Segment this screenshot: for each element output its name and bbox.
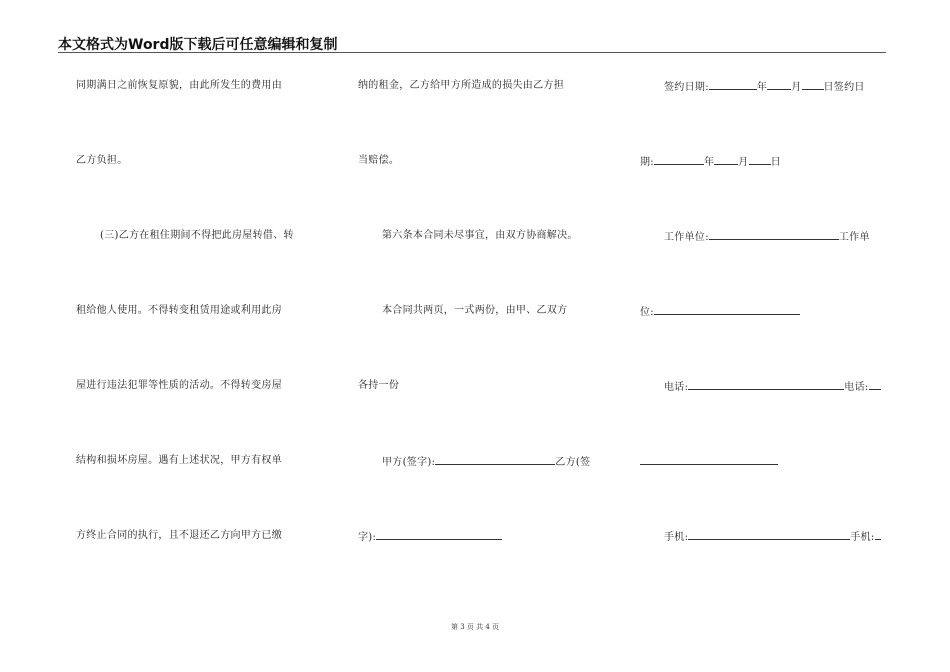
text-line: 屋进行违法犯罪等性质的活动。不得转变房屋 [76,380,282,391]
month-label-2: 月 [738,157,749,168]
work-unit-field[interactable] [709,230,839,240]
header-title: 本文格式为Word版下载后可任意编辑和复制 [58,37,338,53]
mobile-field-2-start[interactable] [875,530,881,540]
year-field-2[interactable] [654,155,704,165]
mobile-field[interactable] [688,530,850,540]
column-middle [358,0,608,672]
day-field[interactable] [802,80,824,90]
sign-date-line-2 [640,155,781,169]
year-label-2: 年 [703,157,715,168]
phone-line [664,380,881,394]
column-right [640,0,888,672]
phone-field-2-start[interactable] [869,380,881,390]
day-sign-date-label: 日签约日 [823,82,865,93]
party-b-label: 乙方(签 [555,457,591,468]
phone-label-2: 电话: [844,382,869,393]
page-number: 第 3 页 共 4 页 [450,623,500,631]
party-b-signature-field[interactable] [376,530,502,540]
mobile-label-2: 手机: [850,532,875,543]
text-line: 第六条本合同未尽事宜，由双方协商解决。 [382,230,578,241]
phone-field-2[interactable] [640,455,778,465]
party-a-label: 甲方(签字): [382,457,436,468]
work-unit-field-2[interactable] [654,305,800,315]
party-b-signature-line [358,530,502,544]
month-field-2[interactable] [714,155,738,165]
day-field-2[interactable] [749,155,771,165]
sign-date-line [664,80,865,94]
text-line: 同期满日之前恢复原貌，由此所发生的费用由 [76,80,282,91]
mobile-label: 手机: [664,532,689,543]
text-line: 各持一份 [358,380,400,391]
period-label: 期: [640,157,654,168]
party-b-label-cont: 字): [358,532,377,543]
text-line: 结构和损坏房屋。遇有上述状况，甲方有权单 [76,455,282,466]
work-unit-line-2 [640,305,800,319]
text-line: 当赔偿。 [358,155,400,166]
column-left [76,0,326,672]
work-unit-label: 工作单位: [664,232,709,243]
text-line: 乙方负担。 [76,155,128,166]
work-unit-line [664,230,870,244]
text-line: (三)乙方在租住期间不得把此房屋转借、转 [100,230,294,241]
year-label: 年 [756,82,768,93]
month-field[interactable] [767,80,791,90]
text-line: 方终止合同的执行，且不退还乙方向甲方已缴 [76,530,282,541]
party-a-signature-line [382,455,590,469]
text-line: 租给他人使用。不得转变租赁用途或利用此房 [76,305,282,316]
phone-line-2 [640,455,778,469]
sign-date-label: 签约日期: [664,82,709,93]
text-line: 本合同共两页，一式两份，由甲、乙双方 [382,305,568,316]
party-a-signature-field[interactable] [435,455,555,465]
text-line: 纳的租金，乙方给甲方所造成的损失由乙方担 [358,80,564,91]
day-label-2: 日 [770,157,781,168]
mobile-line [664,530,881,544]
year-field[interactable] [709,80,757,90]
work-unit-label-2: 工作单 [838,232,870,243]
month-label: 月 [791,82,802,93]
work-unit-label-2b: 位: [640,307,654,318]
phone-label: 电话: [664,382,689,393]
phone-field[interactable] [688,380,844,390]
